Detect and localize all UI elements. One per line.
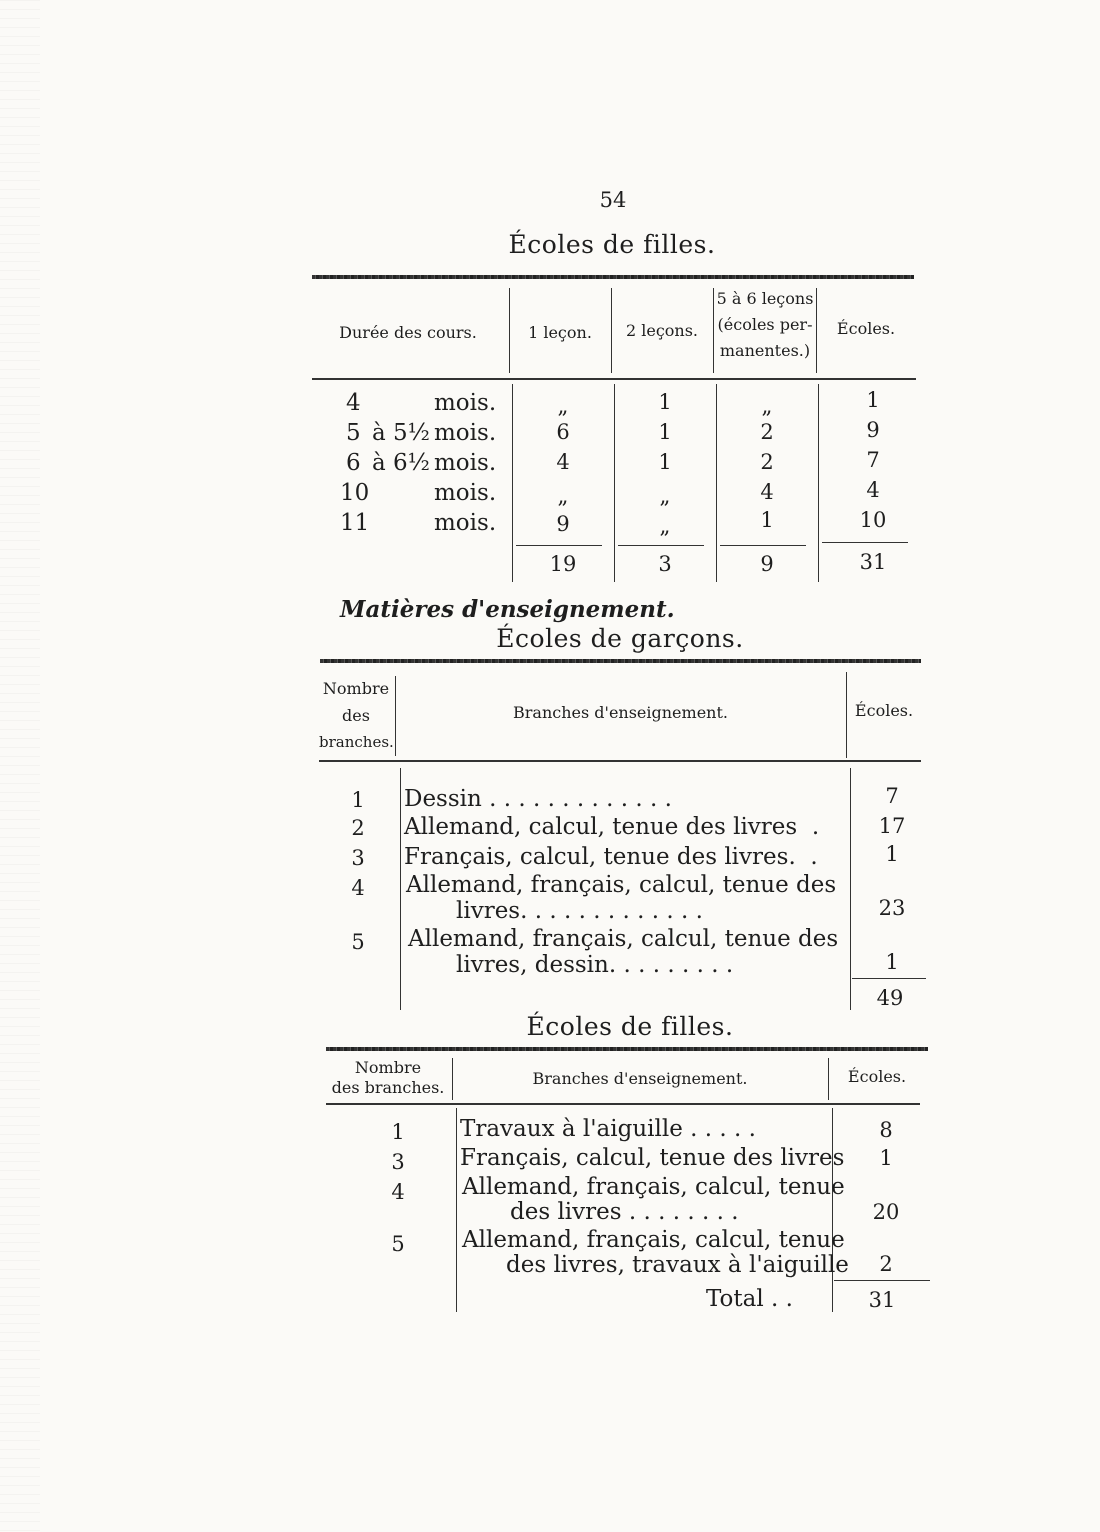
scan-edge-noise (0, 0, 40, 1532)
table2-header-nombre: Nombre (322, 679, 390, 698)
row-5-6-lecons: „ (761, 394, 773, 418)
table1-sum-rule (516, 545, 602, 546)
row-duration-range: à 6½ (372, 450, 430, 476)
table1-top-rule (312, 275, 914, 279)
table3-header-nombre: des branches. (331, 1078, 445, 1097)
table2-header-branches: Branches d'enseignement. (513, 703, 728, 722)
row-2-lecons: 1 (658, 450, 672, 474)
row-nombre: 5 (391, 1232, 405, 1256)
row-duration-unit: mois. (434, 420, 497, 446)
table2-total: 49 (876, 986, 904, 1010)
table1-header-rule (312, 378, 916, 380)
row-branches-cont: des livres, travaux à l'aiguille (506, 1252, 849, 1278)
row-nombre: 4 (391, 1180, 405, 1204)
row-1-lecon: 6 (556, 420, 570, 444)
row-2-lecons: 1 (658, 390, 672, 414)
table1-header-ecoles: Écoles. (836, 319, 896, 338)
row-duration-range: à 5½ (372, 420, 430, 446)
row-5-6-lecons: 2 (760, 450, 774, 474)
row-nombre: 5 (351, 930, 365, 954)
row-1-lecon: 4 (556, 450, 570, 474)
row-nombre: 2 (351, 816, 365, 840)
table3-header-branches: Branches d'enseignement. (532, 1069, 748, 1088)
table1-header-duree: Durée des cours. (339, 323, 477, 342)
row-duration-number: 4 (346, 390, 361, 416)
table2-top-rule (320, 659, 921, 663)
table3-total: 31 (868, 1288, 896, 1312)
table1-total-ecoles: 31 (859, 550, 887, 574)
row-branches-cont: des livres . . . . . . . . (510, 1199, 739, 1225)
row-branches: Allemand, français, calcul, tenue (462, 1174, 845, 1200)
table3-vline (456, 1108, 457, 1312)
row-branches: Dessin . . . . . . . . . . . . . (404, 786, 672, 812)
table1-header-2-lecons: 2 leçons. (625, 321, 699, 340)
table1-sum-rule (720, 545, 806, 546)
row-ecoles: 17 (878, 814, 906, 838)
table1-sum-rule (618, 545, 704, 546)
table1-vline (611, 288, 612, 373)
table1-header-1-lecon: 1 leçon. (528, 323, 592, 342)
table3-title: Écoles de filles. (526, 1012, 734, 1041)
table3-header-ecoles: Écoles. (847, 1067, 907, 1086)
table2-header-ecoles: Écoles. (854, 701, 914, 720)
table3-total-label: Total . . (706, 1286, 793, 1312)
table3-header-nombre: Nombre (354, 1058, 422, 1077)
table2-vline (395, 676, 396, 756)
row-5-6-lecons: 2 (760, 420, 774, 444)
row-ecoles: 10 (859, 508, 887, 532)
row-2-lecons: 1 (658, 420, 672, 444)
row-1-lecon: „ (557, 394, 569, 418)
table1-total-2-lecons: 3 (658, 552, 672, 576)
row-ecoles: 7 (885, 784, 899, 808)
row-2-lecons: „ (659, 484, 671, 508)
row-1-lecon: „ (557, 484, 569, 508)
row-duration-unit: mois. (434, 450, 497, 476)
row-branches-cont: livres. . . . . . . . . . . . . (456, 898, 703, 924)
row-branches: Français, calcul, tenue des livres (460, 1145, 845, 1171)
row-5-6-lecons: 1 (760, 508, 774, 532)
row-2-lecons: „ (659, 514, 671, 538)
row-5-6-lecons: 4 (760, 480, 774, 504)
table1-header-5-6-lecons: (écoles per- (717, 315, 813, 334)
table2-vline (846, 672, 847, 758)
table1-vline (509, 288, 510, 373)
row-ecoles: 4 (866, 478, 880, 502)
table2-header-nombre: des (342, 706, 370, 725)
table1-total-1-lecon: 19 (549, 552, 577, 576)
row-ecoles: 7 (866, 448, 880, 472)
section-title: Matières d'enseignement. (340, 596, 675, 623)
row-duration-number: 11 (340, 510, 370, 536)
row-duration-unit: mois. (434, 390, 497, 416)
page-number: 54 (599, 188, 627, 212)
table3-header-rule (326, 1103, 920, 1105)
row-ecoles: 1 (866, 388, 880, 412)
row-duration-number: 5 (346, 420, 361, 446)
row-nombre: 1 (391, 1120, 405, 1144)
row-branches: Français, calcul, tenue des livres. . (404, 844, 818, 870)
table1-title: Écoles de filles. (508, 230, 716, 259)
row-nombre: 3 (391, 1150, 405, 1174)
row-ecoles: 8 (879, 1118, 893, 1142)
table3-vline (832, 1108, 833, 1312)
table3-top-rule (326, 1047, 928, 1051)
row-branches: Travaux à l'aiguille . . . . . (460, 1116, 756, 1142)
table3-sum-rule (834, 1280, 930, 1281)
row-branches: Allemand, français, calcul, tenue des (408, 926, 839, 952)
row-ecoles: 2 (879, 1252, 893, 1276)
table2-vline (850, 768, 851, 1010)
table1-header-5-6-lecons: 5 à 6 leçons (716, 289, 814, 308)
row-duration-unit: mois. (434, 510, 497, 536)
row-branches: Allemand, français, calcul, tenue (462, 1227, 845, 1253)
row-branches: Allemand, français, calcul, tenue des (406, 872, 837, 898)
row-branches: Allemand, calcul, tenue des livres . (404, 814, 820, 840)
table2-title: Écoles de garçons. (496, 624, 744, 653)
row-nombre: 4 (351, 876, 365, 900)
row-duration-number: 6 (346, 450, 361, 476)
table3-vline (452, 1058, 453, 1100)
table2-sum-rule (852, 978, 926, 979)
row-nombre: 1 (351, 788, 365, 812)
row-branches-cont: livres, dessin. . . . . . . . . (456, 952, 734, 978)
row-ecoles: 9 (866, 418, 880, 442)
table2-header-nombre: branches. (319, 733, 394, 751)
row-1-lecon: 9 (556, 512, 570, 536)
table1-sum-rule (822, 542, 908, 543)
table1-total-5-6-lecons: 9 (760, 552, 774, 576)
row-ecoles: 1 (879, 1146, 893, 1170)
row-ecoles: 1 (885, 950, 899, 974)
row-ecoles: 1 (885, 842, 899, 866)
row-nombre: 3 (351, 846, 365, 870)
table2-header-rule (319, 760, 921, 762)
row-ecoles: 20 (872, 1200, 900, 1224)
row-duration-number: 10 (340, 480, 370, 506)
table2-vline (400, 768, 401, 1010)
table1-header-5-6-lecons: manentes.) (719, 341, 811, 360)
table3-vline (828, 1058, 829, 1100)
row-duration-unit: mois. (434, 480, 497, 506)
row-ecoles: 23 (878, 896, 906, 920)
